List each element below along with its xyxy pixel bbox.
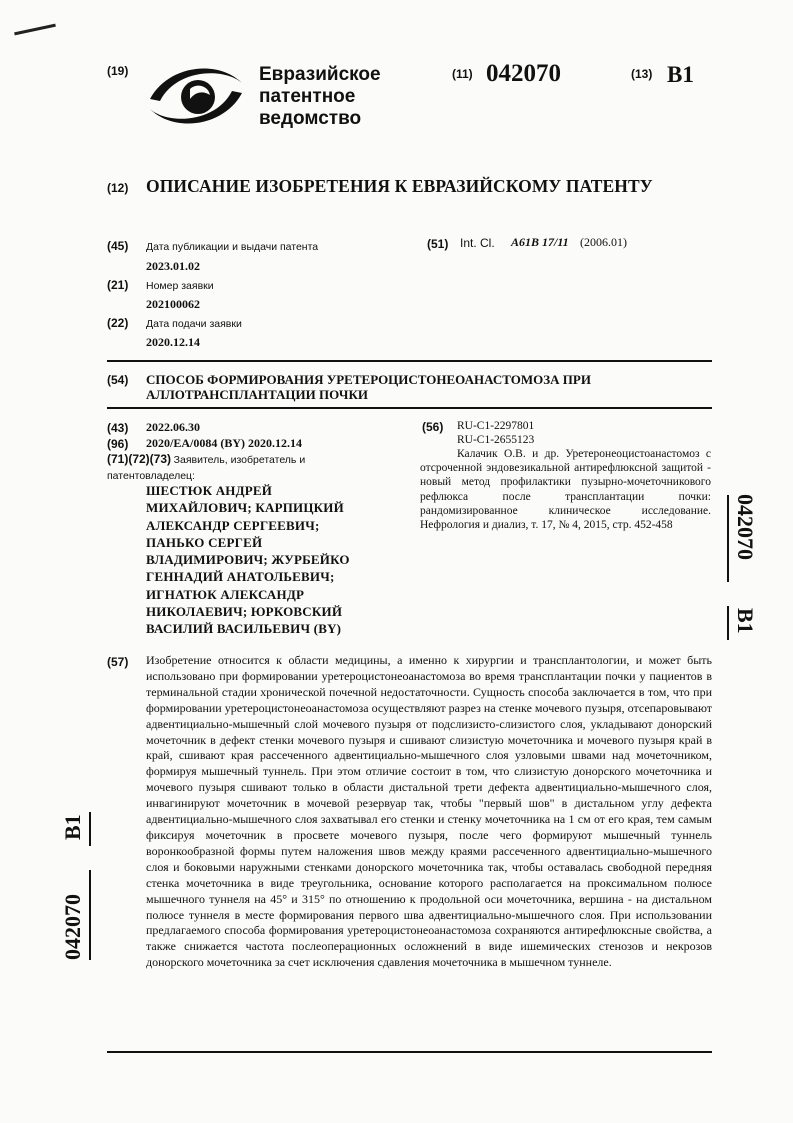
side-number-left: 042070 — [60, 894, 85, 960]
reference-3: Калачик О.В. и др. Уретеронеоцистоанастомоз с отсроченной эндовезикальной антирефлюксной защитой - новый метод профилактики пузырно-мочеточникового рефлюкса после трансплантации почки: рандомизированное клиническое исследование. Нефрология и диализ, т. 17, № 4, 2015, стр. 452-458 — [420, 448, 711, 532]
code-11: (11) — [452, 67, 473, 81]
code-45: (45) — [107, 239, 129, 253]
holders-list: ШЕСТЮК АНДРЕЙ МИХАЙЛОВИЧ; КАРПИЦКИЙ АЛЕКСАНДР СЕРГЕЕВИЧ; ПАНЬКО СЕРГЕЙ ВЛАДИМИРОВИЧ; ЖУРБЕЙКО ГЕННАДИЙ АНАТОЛЬЕВИЧ; ИГНАТЮК АЛЕКСАНДР НИКОЛАЕВИЧ; ЮРКОВСКИЙ ВАСИЛИЙ ВАСИЛЬЕВИЧ (BY) — [146, 483, 350, 637]
document-title: ОПИСАНИЕ ИЗОБРЕТЕНИЯ К ЕВРАЗИЙСКОМУ ПАТЕНТУ — [146, 176, 653, 196]
code-51: (51) — [427, 237, 449, 251]
office-name-line3: ведомство — [259, 108, 362, 129]
side-rule-right-1 — [727, 495, 729, 582]
eye-logo-icon — [146, 63, 246, 129]
office-name-line2: патентное — [259, 86, 356, 107]
office-name-line1: Евразийское — [259, 64, 381, 85]
invention-title: СПОСОБ ФОРМИРОВАНИЯ УРЕТЕРОЦИСТОНЕОАНАСТОМОЗА ПРИ АЛЛОТРАНСПЛАНТАЦИИ ПОЧКИ — [146, 372, 591, 402]
code-12: (12) — [107, 181, 129, 195]
pct-96: 2020/EA/0084 (BY) 2020.12.14 — [146, 436, 302, 450]
code-717273: (71)(72)(73) — [107, 452, 172, 466]
application-number-label: Номер заявки — [146, 280, 214, 292]
filing-date: 2020.12.14 — [146, 335, 200, 349]
side-number-right: 042070 — [733, 494, 758, 560]
code-21: (21) — [107, 278, 129, 292]
abstract-text: Изобретение относится к области медицины, а именно к хирургии и трансплантологии, и может быть использовано при формировании уретероцистонеоанастомоза во время трансплантации почки у пациентов в терминальной стадии хронической почечной недостаточности. Сущность способа заключается в том, что при формировании уретероцистонеоанастомоза осуществляют разрез на стенке мочевого пузыря, отсепаровывают адвентициально-мышечный слой мочевого пузыря от подслизисто-слизистого слоя, укладывают донорский мочеточник в дефект стенки мочевого пузыря и сшивают слизистую мочеточника и мочевого пузыря край в край, сшивают края рассеченного адвентициально-мышечного слоя узловыми швами над мочеточником, формируя мышечный туннель. При этом отличие состоит в том, что слизистую донорского мочеточника и мочевого пузыря сшивают только в области дистальной трети дефекта адвентициально-мышечного слоя, инвагинируют мочеточник в мочевой резервуар так, чтобы "первый шов" в дистальном углу дефекта адвентициально-мышечного слоя захватывал его стенки и стенку мочеточника на 1 см от его края, тем самым фиксируя мочеточник в просвете мочевого пузыря, после чего формируют мышечный туннель воронкообразной формы путем наложения швов между краями рассеченного адвентициально-мышечного слоя и боковыми наружными стенками донорского мочеточника так, чтобы оставалась свободной передняя стенка мочеточника в виде треугольника, основание которого располагается на проксимальном полюсе мышечного туннеля на 45° и 315° по отношению к продольной оси мочеточника, вершина - на дистальном полюсе туннеля в месте формирования первого шва адвентициально-мышечного слоя. При использовании предлагаемого способа формирования уретероцистонеоанастомоза сохраняются антирефлюксные свойства, а также снижается частота послеоперационных осложнений в виде ишемических стенозов и некрозов донорского мочеточника за счет исключения сдавления мочеточника в мышечном туннеле. — [146, 653, 712, 970]
ipc-label: Int. Cl. — [460, 236, 495, 250]
code-57: (57) — [107, 655, 129, 669]
publication-date: 2023.01.02 — [146, 259, 200, 273]
divider-title — [107, 407, 712, 409]
code-96: (96) — [107, 437, 129, 451]
code-56: (56) — [422, 420, 444, 434]
reference-2: RU-C1-2655123 — [457, 434, 535, 446]
side-rule-left-2 — [89, 870, 91, 960]
divider-bottom — [107, 1051, 712, 1053]
ipc-version: (2006.01) — [580, 235, 627, 249]
filing-date-label: Дата подачи заявки — [146, 318, 242, 330]
publication-date-label: Дата публикации и выдачи патента — [146, 241, 319, 253]
code-43: (43) — [107, 421, 129, 435]
side-rule-left-1 — [89, 812, 91, 846]
reference-1: RU-C1-2297801 — [457, 420, 535, 432]
patent-number: 042070 — [486, 60, 561, 87]
divider-top — [107, 360, 712, 362]
code-54: (54) — [107, 373, 129, 387]
pen-mark — [14, 24, 56, 36]
side-kind-left: B1 — [60, 814, 85, 840]
applicant-block — [107, 452, 337, 485]
code-22: (22) — [107, 316, 129, 330]
code-13: (13) — [631, 67, 653, 81]
code-19: (19) — [107, 64, 129, 78]
side-rule-right-2 — [727, 606, 729, 640]
application-number: 202100062 — [146, 297, 200, 311]
date-43: 2022.06.30 — [146, 420, 200, 434]
applicant-label: Заявитель, изобретатель и патентовладелец: — [107, 454, 306, 482]
ipc-class: A61B 17/11 — [511, 235, 569, 249]
kind-code: B1 — [667, 62, 694, 87]
side-kind-right: B1 — [733, 608, 758, 634]
